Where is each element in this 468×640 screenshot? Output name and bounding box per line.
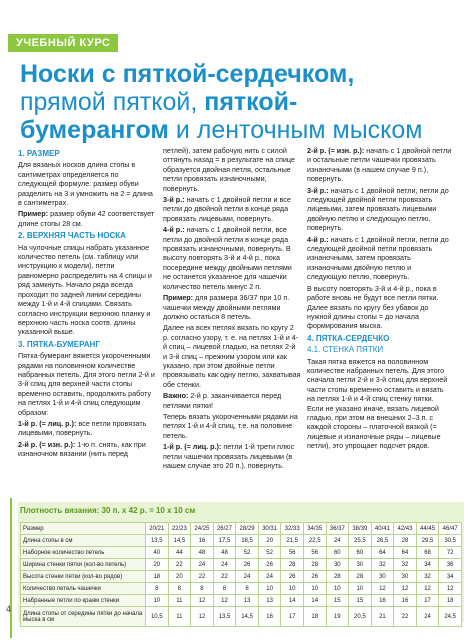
table-cell: 24 [416, 607, 439, 627]
table-cell: 48 [191, 547, 214, 559]
table-cell: 32 [394, 559, 417, 571]
heading-upper-part: 2. ВЕРХНЯЯ ЧАСТЬ НОСКА [18, 231, 126, 241]
table-header-cell: 44/45 [416, 523, 439, 535]
table-cell: 20 [168, 571, 191, 583]
table-row [21, 547, 462, 559]
table-cell: 16 [371, 595, 394, 607]
paragraph: Пример: для размера 36/37 при 10 п. чашечки между двойными петлями должно остаться 8 петель. [163, 293, 290, 321]
table-cell: 13 [236, 595, 259, 607]
table-cell: 68 [416, 547, 439, 559]
table-header-cell: 42/43 [394, 523, 417, 535]
heading-size: 1. РАЗМЕР [18, 149, 60, 158]
table-row [21, 607, 462, 627]
table-cell: 22 [191, 571, 214, 583]
table-cell: 12 [213, 595, 236, 607]
paragraph: Пятка-бумеранг вяжется укороченными рядами на половинном количестве набранных петель. Для этого петли 2-й и 3-й спиц для верхней части стопы временно оставить, продолжить работу на петлях 1-й и 4-й спиц следующим образом: [18, 351, 155, 417]
table-cell: 12 [371, 583, 394, 595]
decorative-divider [10, 498, 12, 638]
table-cell: 10,5 [146, 607, 169, 627]
paragraph: Далее на всех петлях вязать по кругу 2 р. согласно узору, т. е. на петлях 1-й и 4-й спиц – лицевой гладью, на петлях 2-й и 3-й спиц – прежним узором или как указано, при этом двойные петли провязывать как одну петлю, захватывая обе стенки. [163, 323, 301, 389]
table-cell: 15 [326, 595, 349, 607]
table-cell: 10 [303, 583, 326, 595]
table-cell: 26 [258, 559, 281, 571]
heading-heart-heel: 4. ПЯТКА-СЕРДЕЧКО [307, 333, 390, 343]
table-cell: 18 [146, 571, 169, 583]
paragraph: Важно: 2-й р. заканчивается перед петлями пятки! [163, 391, 282, 410]
table-cell: 22 [168, 559, 191, 571]
table-cell: 14,5 [168, 535, 191, 547]
page-title: Носки с пяткой-сердечком, прямой пяткой, пяткой- бумерангом и ленточным мыском [20, 60, 423, 144]
table-header-row [21, 523, 462, 535]
table-cell: 24 [213, 559, 236, 571]
table-cell: 17,5 [213, 535, 236, 547]
table-cell: 17 [416, 595, 439, 607]
table-cell: 28 [394, 535, 417, 547]
table-header-cell: 24/25 [191, 523, 214, 535]
table-cell: 16 [394, 595, 417, 607]
table-cell: 11 [168, 595, 191, 607]
table-cell: 8 [236, 583, 259, 595]
table-cell: 32 [371, 559, 394, 571]
paragraph: петлей), затем рабочую нить с силой оттянуть назад = в результате на спице образуется двойная петля, остальные петли провязать изнаночными, повернуть. [163, 146, 295, 193]
table-cell: 30 [371, 571, 394, 583]
table-cell: 14 [303, 595, 326, 607]
table-cell: 10 [326, 583, 349, 595]
paragraph: Для вязаных носков длина стопы в сантиметрах определяется по следующей формуле: размер обуви разделить на 3 и умножить на 2 = длина в сантиметрах. [18, 160, 153, 208]
table-cell: 8 [168, 583, 191, 595]
table-cell: 36 [439, 559, 462, 571]
column-1 [18, 146, 156, 461]
table-header-cell: 30/31 [258, 523, 281, 535]
table-cell: 29,5 [416, 535, 439, 547]
table-cell: 52 [258, 547, 281, 559]
table-cell: 16 [191, 535, 214, 547]
table-cell: 12 [416, 583, 439, 595]
table-header-cell: 46/47 [439, 523, 462, 535]
table-row-label: Наборное количество петель [21, 547, 146, 559]
table-cell: 8 [191, 583, 214, 595]
table-cell: 20 [258, 535, 281, 547]
table-cell: 40 [146, 547, 169, 559]
table-cell: 64 [394, 547, 417, 559]
table-row-label: Длина стопы в см [21, 535, 146, 547]
table-row [21, 559, 462, 571]
paragraph: 2-й р. (= изн. р.): начать с 1 двойной петли и остальные петли чашечки провязать изнаночными (в нашем случае 9 п.), повернуть. [307, 146, 452, 184]
table-row [21, 535, 462, 547]
paragraph: 4-й р.: начать с 1 двойной петли, петли до следующей двойной петли провязать изнаночными, затем провязать изнаночными двойную петлю и следующую петлю, повернуть. [307, 234, 449, 282]
table-header-cell: 26/27 [213, 523, 236, 535]
table-cell: 10 [146, 595, 169, 607]
table-cell: 28 [281, 559, 304, 571]
table-cell: 34 [416, 559, 439, 571]
table-cell: 30 [326, 559, 349, 571]
table-cell: 30,5 [439, 535, 462, 547]
table-cell: 10 [258, 583, 281, 595]
table-cell: 44 [168, 547, 191, 559]
table-cell: 64 [371, 547, 394, 559]
table-cell: 26,5 [371, 535, 394, 547]
table-cell: 21 [371, 607, 394, 627]
table-cell: 60 [326, 547, 349, 559]
table-row-label: Набранные петли по краям стенки [21, 595, 146, 607]
heading-boomerang-heel: 3. ПЯТКА-БУМЕРАНГ [18, 339, 100, 349]
table-header-cell: 22/23 [168, 523, 191, 535]
table-header-cell: 20/21 [146, 523, 169, 535]
table-cell: 28 [349, 571, 372, 583]
table-cell: 12 [191, 595, 214, 607]
subheading-heel-wall: 4.1. СТЕНКА ПЯТКИ [307, 345, 384, 355]
table-cell: 10 [281, 583, 304, 595]
table-cell: 18 [303, 607, 326, 627]
table-cell: 20,5 [349, 607, 372, 627]
table-header-cell: 36/37 [326, 523, 349, 535]
table-cell: 26 [281, 571, 304, 583]
table-title: Плотность вязания: 30 п. x 42 р. = 10 x 10 см [20, 506, 196, 515]
table-cell: 24 [191, 559, 214, 571]
table-cell: 24 [258, 571, 281, 583]
table-cell: 34 [439, 571, 462, 583]
paragraph: Такая пятка вяжется на половинном количестве набранных петель. Для этого сначала петли 2-й и 3-й спиц для верхней части стопы временно оставить и вязать на петлях 1-й и 4-й спиц стенку пятки. Если не указано иначе, вязать лицевой гладью, при этом на внешних 2–3 п. с каждой стороны – платочной вязкой (= лицевые и изнаночные ряды – лицевые петли), это упрощает подсчет рядов. [307, 356, 448, 451]
table-cell: 26 [236, 559, 259, 571]
table-cell: 56 [281, 547, 304, 559]
table-cell: 28 [303, 559, 326, 571]
table-cell: 24,5 [439, 607, 462, 627]
table-row-label: Ширина стенки пятки (кол-во петель) [21, 559, 146, 571]
table-cell: 22 [213, 571, 236, 583]
table-cell: 15 [349, 595, 372, 607]
page-number: 4 [6, 604, 12, 614]
table-cell: 24 [236, 571, 259, 583]
table-cell: 14 [281, 595, 304, 607]
table-cell: 17 [281, 607, 304, 627]
table-cell: 16 [258, 607, 281, 627]
paragraph: Теперь вязать укороченными рядами на петлях 1-й и 4-й спиц, т.е. на половине петель. [163, 411, 298, 440]
paragraph: На чулочные спицы набрать указанное количество петель (см. таблицу или инструкцию к модели), петли равномерно распределить на 4 спицы и ряд замкнуть. Начало ряда всегда проходит по задней линии середины между 1-й и 4-й спицами. Связать согласно инструкции верхнюю планку и верхнюю часть носка соотв. длины указанной выше. [18, 242, 152, 337]
table-cell: 72 [439, 547, 462, 559]
table-cell: 14,5 [236, 607, 259, 627]
table-cell: 10 [349, 583, 372, 595]
table-cell: 18,5 [236, 535, 259, 547]
paragraph: 4-й р.: начать с 1 двойной петли, все петли до двойной петли в конце ряда провязать изнаночными, повернуть. В высоту повторять 3-й и 4-й р., пока посередине между двойными петлями не останется указанное для чашечки количество петель минус 2 п. [163, 225, 292, 291]
paragraph: 3-й р.: начать с 1 двойной петли и все петли до двойной петли в конце ряда провязать лицевыми, повернуть. [163, 195, 291, 223]
table-cell: 56 [303, 547, 326, 559]
table-row [21, 583, 462, 595]
table-cell: 26 [303, 571, 326, 583]
column-2 [163, 146, 301, 472]
table-cell: 60 [349, 547, 372, 559]
paragraph: 1-й р. (= лиц. р.): все петли провязать лицевыми, повернуть. [18, 418, 147, 438]
table-cell: 11 [168, 607, 191, 627]
table-header-label: Размер [21, 523, 146, 535]
paragraph: Пример: размер обуви 42 соответствует длине стопы 28 см. [18, 209, 155, 228]
table-cell: 8 [146, 583, 169, 595]
section-badge: УЧЕБНЫЙ КУРС [8, 34, 118, 52]
table-cell: 12 [439, 583, 462, 595]
size-table [20, 522, 462, 627]
table-cell: 13,5 [213, 607, 236, 627]
table-cell: 21,5 [281, 535, 304, 547]
table-row [21, 595, 462, 607]
table-header-cell: 32/33 [281, 523, 304, 535]
table-cell: 22 [394, 607, 417, 627]
paragraph: 1-й р. (= лиц. р.): петли 1-й трети плюс петли чашечки провязать лицевыми (в нашем случае это 20 п.), повернуть. [163, 442, 295, 470]
table-cell: 25,5 [349, 535, 372, 547]
table-cell: 13,5 [146, 535, 169, 547]
table-cell: 30 [349, 559, 372, 571]
table-header-cell: 28/29 [236, 523, 259, 535]
table-row-label: Высота стенки пятки (кол-во рядов) [21, 571, 146, 583]
table-cell: 30 [394, 571, 417, 583]
table-header-cell: 38/39 [349, 523, 372, 535]
table-cell: 12 [394, 583, 417, 595]
paragraph: В высоту повторять 3-й и 4-й р., пока в работе вновь не будут все петли пятки. Далее вязать по кругу без убавок до нужной длины стопы = до начала формирования мыска. [307, 283, 439, 331]
table-cell: 32 [416, 571, 439, 583]
table-cell: 48 [213, 547, 236, 559]
table-cell: 12 [191, 607, 214, 627]
table-cell: 19 [326, 607, 349, 627]
table-row [21, 571, 462, 583]
table-header-cell: 40/41 [371, 523, 394, 535]
column-3 [307, 146, 452, 453]
table-cell: 13 [258, 595, 281, 607]
table-cell: 24 [326, 535, 349, 547]
paragraph: 2-й р. (= изн. р.): 1-ю п. снять, как при изнаночном вязании (нить перед [18, 439, 146, 459]
table-row-label: Количество петель чашечки [21, 583, 146, 595]
table-cell: 52 [236, 547, 259, 559]
table-cell: 8 [213, 583, 236, 595]
table-cell: 20 [146, 559, 169, 571]
table-header-cell: 34/35 [303, 523, 326, 535]
table-row-label: Длина стопы от середины пятки до начала мыска в см [21, 607, 146, 627]
table-cell: 28 [326, 571, 349, 583]
table-cell: 22,5 [303, 535, 326, 547]
table-cell: 18 [439, 595, 462, 607]
paragraph: 3-й р.: начать с 1 двойной петли, петли до следующей двойной петли провязать лицевыми, затем провязать лицевыми двойную петлю и следующую петлю, повернуть. [307, 185, 449, 233]
